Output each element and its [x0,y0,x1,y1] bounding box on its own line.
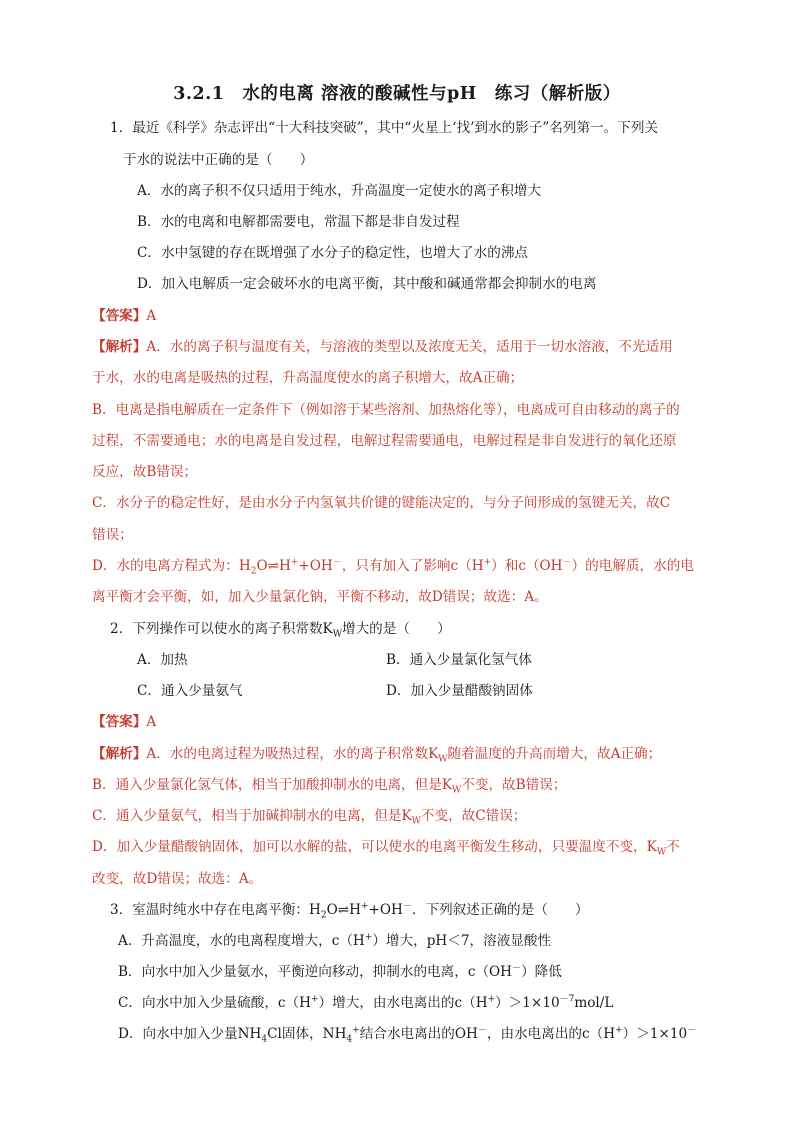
superscript: + [352,1025,360,1036]
q1-analysis-b2: 过程，不需要通电；水的电离是自发过程，电解过程需要通电，电解过程是非自发进行的氧化还原 [92,433,677,449]
superscript: － [477,1025,487,1036]
text: +OH [298,558,333,574]
answer-tag: 【答案】 [92,308,147,324]
q1-option-d: D．加入电解质一定会破坏水的电离平衡，其中酸和碱通常都会抑制水的电离 [137,276,597,292]
text: ）＞1×10 [622,1026,688,1042]
q1-stem-line1: 1．最近《科学》杂志评出“十大科技突破”，其中“火星上‘找’到水的影子”名列第一。下列关 [110,120,659,136]
text: ）增大，pH＜7，溶液显酸性 [372,933,552,949]
q2-analysis-d1 [92,838,680,856]
q2-analysis-d2: 改变，故D错误；故选：A。 [92,871,263,887]
subscript: W [438,754,448,765]
q2-option-b: B．通入少量氯化氢气体 [386,652,532,668]
analysis-tag: 【解析】 [92,746,147,762]
q1-answer [92,307,156,325]
analysis-tag: 【解析】 [92,339,147,355]
text: D．水的电离方程式为：H [92,558,251,574]
text: 结合水电离出的OH [359,1026,478,1042]
text: D．向水中加入少量NH [118,1026,262,1042]
analysis-text: A．水的离子积与温度有关，与溶液的类型以及浓度无关，适用于一切水溶液，不光适用 [146,339,673,355]
superscript: － [562,557,572,568]
superscript: － [687,1025,697,1036]
q2-analysis-a [92,745,661,763]
q2-analysis-c [92,807,526,825]
q1-option-b: B．水的电离和电解都需要电，常温下都是非自发过程 [137,214,460,230]
q1-analysis-c1: C．水分子的稳定性好，是由水分子内氢氧共价键的键能决定的，与分子间形成的氢键无关，故C [92,495,671,511]
q1-analysis-d2: 离平衡才会平衡，如，加入少量氯化钠，平衡不移动，故D错误；故选：A。 [92,589,548,605]
text: A．水的电离过程为吸热过程，水的离子积常数K [146,746,439,762]
q1-analysis-c2: 错误； [92,527,133,543]
q2-option-a: A．加热 [137,652,188,668]
text: ）降低 [521,964,562,980]
text: +OH [368,902,403,918]
q3-stem [110,901,589,919]
text: D．加入少量醋酸钠固体，加可以水解的盐，可以使水的电离平衡发生移动，只要温度不变，K [92,839,657,855]
text: 2．下列操作可以使水的离子积常数K [110,621,333,637]
q1-analysis-b3: 反应，故B错误； [92,464,198,480]
text: ，只有加入了影响c（H [341,558,484,574]
text: C．通入少量氨气，相当于加碱抑制水的电离，但是K [92,808,412,824]
subscript: 4 [346,1034,353,1045]
text: 增大的是（ ） [341,621,451,637]
superscript: + [290,557,299,568]
subscript: 2 [250,566,257,577]
superscript: + [487,994,496,1005]
q2-option-c: C．通入少量氨气 [137,683,243,699]
superscript: + [483,557,492,568]
text: Cl固体，NH [267,1026,347,1042]
superscript: － [402,901,412,912]
q1-analysis-d1 [92,557,694,575]
superscript: + [615,1025,623,1036]
text: A．升高温度，水的电离程度增大，c（H [118,933,365,949]
q2-stem [110,620,451,638]
answer-value: A [146,308,157,324]
text: C．向水中加入少量硫酸，c（H [118,995,311,1011]
q3-option-b [118,963,562,981]
text: 3．室温时纯水中存在电离平衡：H [110,902,321,918]
q1-analysis-a1 [92,338,673,356]
q3-option-c [118,994,613,1012]
q3-option-a [118,932,551,950]
text: 不变，故C错误； [420,808,527,824]
text: 不变，故B错误； [461,777,567,793]
q3-option-d [118,1025,696,1043]
text: mol/L [574,995,614,1011]
superscript: + [311,994,319,1005]
q2-answer [92,713,156,731]
text: B．向水中加入少量氨水，平衡逆向移动，抑制水的电离，c（OH [118,964,513,980]
text: 不 [666,839,680,855]
q1-option-a: A．水的离子积不仅只适用于纯水，升高温度一定使水的离子积增大 [137,183,542,199]
text: ）增大，由水电离出的c（H [318,995,488,1011]
superscript: － [512,963,522,974]
superscript: －7 [559,994,575,1005]
q1-analysis-b1: B．电离是指电解质在一定条件下（例如溶于某些溶剂、加热熔化等），电离成可自由移动的离子的 [92,402,680,418]
superscript: + [364,932,373,943]
subscript: 4 [261,1034,268,1045]
q1-option-c: C．水中氢键的存在既增强了水分子的稳定性，也增大了水的沸点 [137,245,529,261]
answer-value: A [146,714,157,730]
subscript: W [411,816,421,827]
text: ）和c（OH [491,558,563,574]
page-title: 3.2.1 水的电离 溶液的酸碱性与pH 练习（解析版） [173,84,621,104]
subscript: W [332,629,342,640]
q2-option-d: D．加入少量醋酸钠固体 [386,683,533,699]
text: 随着温度的升高而增大，故A正确； [447,746,662,762]
text: ）＞1×10 [495,995,560,1011]
text: O⇌H [256,558,291,574]
q2-analysis-b [92,776,566,794]
text: B．通入少量氯化氢气体，相当于加酸抑制水的电离，但是K [92,777,452,793]
text: ）的电解质，水的电 [571,558,694,574]
answer-tag: 【答案】 [92,714,147,730]
text: O⇌H [326,902,361,918]
superscript: － [332,557,342,568]
subscript: 2 [320,910,327,921]
q1-analysis-a2: 于水，水的电离是吸热的过程，升高温度使水的离子积增大，故A正确； [92,370,524,386]
q1-stem-line2: 于水的说法中正确的是（ ） [123,152,314,168]
text: ，由水电离出的c（H [486,1026,616,1042]
subscript: W [452,785,462,796]
superscript: + [360,901,369,912]
text: ．下列叙述正确的是（ ） [411,902,589,918]
subscript: W [656,847,667,858]
